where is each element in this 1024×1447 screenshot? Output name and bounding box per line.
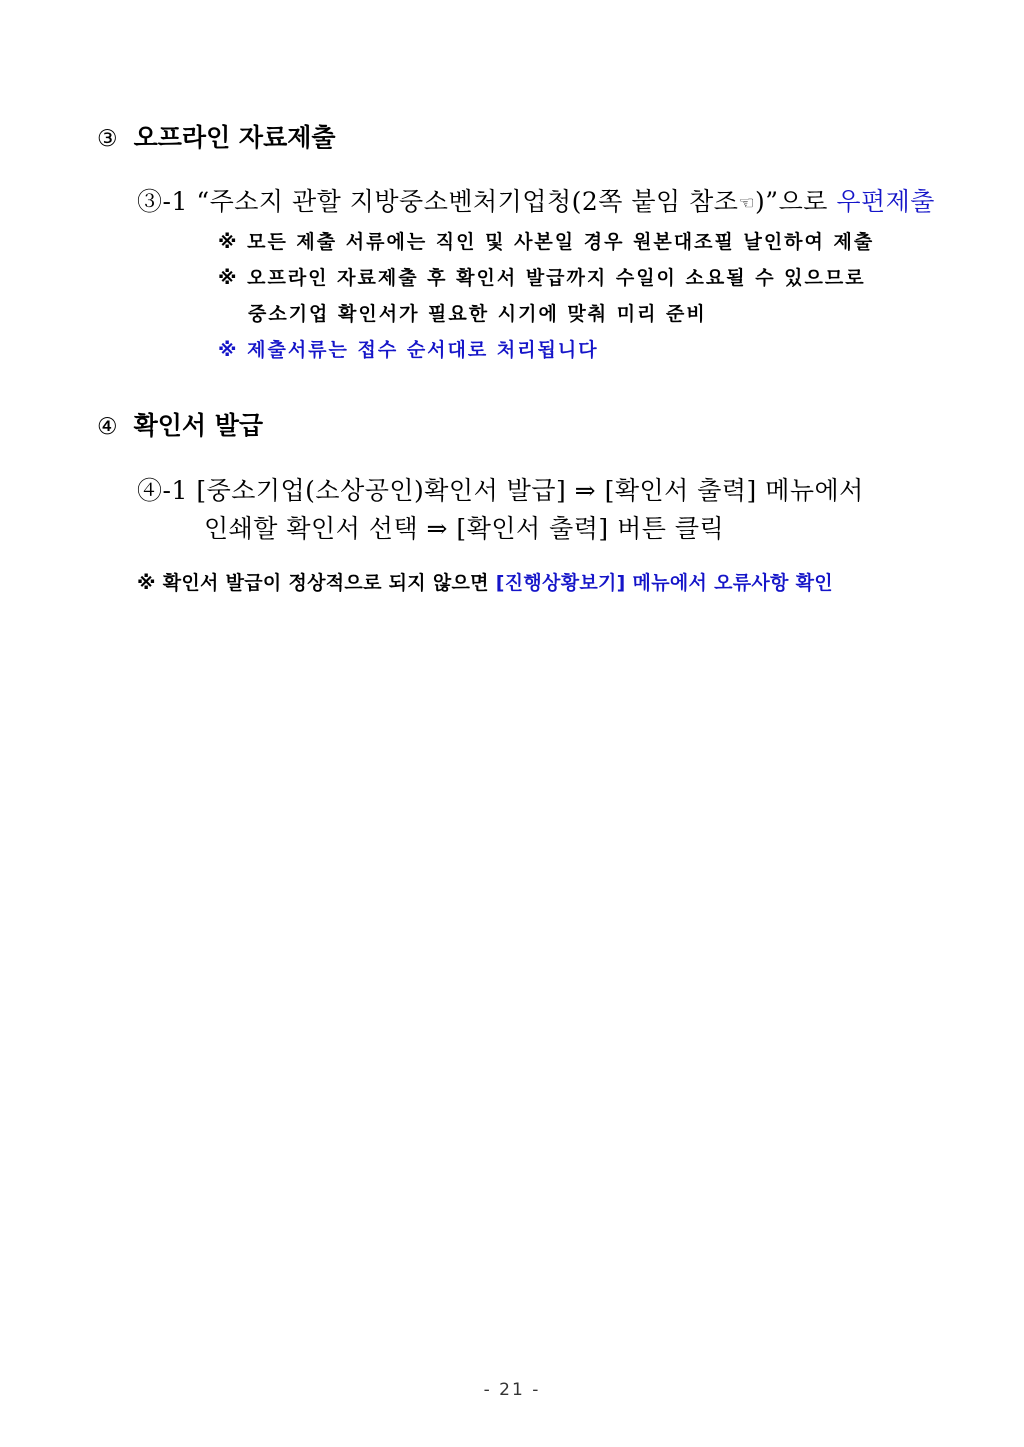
note-highlight: [진행상황보기] 메뉴에서 오류사항 확인 bbox=[495, 572, 833, 594]
section3-heading bbox=[97, 118, 336, 154]
section3-note-1 bbox=[218, 227, 874, 254]
note-mark: ※ bbox=[218, 231, 239, 253]
note-mark: ※ bbox=[218, 267, 239, 289]
section4-number: ④ bbox=[97, 414, 118, 440]
note-text: 중소기업 확인서가 필요한 시기에 맞춰 미리 준비 bbox=[248, 303, 707, 325]
section3-item-highlight: 우편제출 bbox=[836, 187, 935, 216]
note-text: 제출서류는 접수 순서대로 처리됩니다 bbox=[247, 339, 599, 361]
section4-title: 확인서 발급 bbox=[133, 411, 264, 440]
note-text: 확인서 발급이 정상적으로 되지 않으면 bbox=[162, 572, 489, 594]
section3-title: 오프라인 자료제출 bbox=[133, 123, 336, 152]
section4-item-line2 bbox=[204, 509, 724, 545]
section3-note-4 bbox=[218, 335, 599, 362]
note-text: 오프라인 자료제출 후 확인서 발급까지 수일이 소요될 수 있으므로 bbox=[247, 267, 866, 289]
section3-item-text: “주소지 관할 지방중소벤처기업청(2쪽 붙임 참조 bbox=[196, 187, 739, 216]
section3-note-3 bbox=[248, 299, 707, 326]
section4-item-text-1: [중소기업(소상공인)확인서 발급] ⇒ [확인서 출력] 메뉴에서 bbox=[196, 476, 864, 505]
page-number: - 21 - bbox=[483, 1380, 541, 1400]
section4-heading bbox=[97, 406, 263, 442]
note-mark: ※ bbox=[218, 339, 239, 361]
note-text: 모든 제출 서류에는 직인 및 사본일 경우 원본대조필 날인하여 제출 bbox=[247, 231, 875, 253]
section3-item-text-after: )”으로 bbox=[755, 187, 828, 216]
section4-item-number: ④-1 bbox=[137, 476, 188, 505]
section4-note bbox=[137, 568, 833, 595]
section4-item-line1 bbox=[137, 471, 864, 507]
section3-note-2 bbox=[218, 263, 866, 290]
section4-item-text-2: 인쇄할 확인서 선택 ⇒ [확인서 출력] 버튼 클릭 bbox=[204, 514, 725, 543]
section3-number: ③ bbox=[97, 126, 118, 152]
pointing-hand-icon: ☜ bbox=[738, 193, 756, 214]
section3-item bbox=[137, 182, 935, 218]
note-mark: ※ bbox=[137, 572, 156, 594]
section3-item-number: ③-1 bbox=[137, 187, 188, 216]
